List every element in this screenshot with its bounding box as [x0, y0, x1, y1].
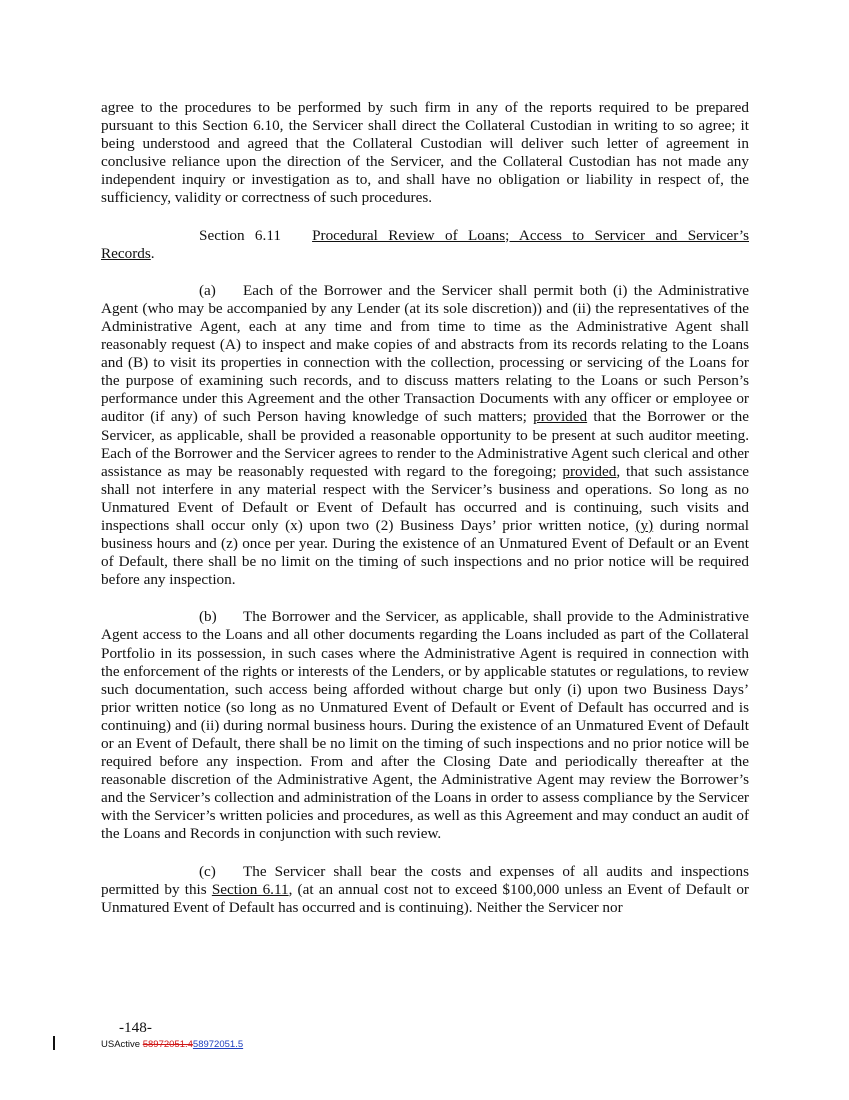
deleted-doc-id: 58972051.4 — [142, 1039, 193, 1050]
section-number: Section 6.11 — [199, 226, 281, 244]
section-reference-link: Section 6.11 — [211, 880, 289, 898]
document-id: USActive 58972051.458972051.5 — [101, 1039, 244, 1050]
document-page — [101, 99, 749, 917]
paragraph-a: (a) Each of the Borrower and the Servicer shall permit both (i) the Administrative Agent (who may be accompanied by any Lender (at its sole discretion)) and (ii) the representatives of the Administrative Agent, each at any time and from time to time as the Administrative Agent shall reasonably request (A) to inspect and make copies of and abstracts from its records relating to the Loans and (B) to visit its properties in connection with the collection, processing or servicing of the Loans for the purpose of examining such records, and to discuss matters relating to the Loans or such Person’s performance under this Agreement and the other Transaction Documents with any officer or employee or auditor (if any) of such Person having knowledge of such matters; provided that the Borrower or the Servicer, as applicable, shall be provided a reasonable opportunity to be present at such auditor meeting. Each of the Borrower and the Servicer agrees to render to the Administrative Agent such clerical and other assistance as may be reasonably requested with regard to the foregoing; provided, that such assistance shall not interfere in any material respect with the Servicer’s business and operations. So long as no Unmatured Event of Default or Event of Default has occurred and is continuing, such visits and inspections shall occur only (x) upon two (2) Business Days’ prior written notice, (y) during normal business hours and (z) once per year. During the existence of an Unmatured Event of Default or an Event of Default, there shall be no limit on the timing of such inspections and no prior notice will be required before any inspection. — [101, 281, 750, 589]
section-heading: Section 6.11 Procedural Review of Loans; Access to Servicer and Servicer’s Records. — [101, 226, 750, 262]
paragraph-b: (b) The Borrower and the Servicer, as applicable, shall provide to the Administrative Agent access to the Loans and all other documents regarding the Loans included as part of the Collateral Portfolio in its possession, in such cases where the Administrative Agent is required in connection with the enforcement of the rights or interests of the Lenders, or by applicable statutes or regulations, to review such documentation, such access being afforded without charge but only (i) upon two Business Days’ prior written notice (so long as no Unmatured Event of Default or Event of Default has occurred and is continuing) and (ii) during normal business hours. During the existence of an Unmatured Event of Default or an Event of Default, there shall be no limit on the timing of such inspections and no prior notice will be required before any inspection. From and after the Closing Date and periodically thereafter at the reasonable discretion of the Administrative Agent, the Administrative Agent may review the Borrower’s and the Servicer’s collection and administration of the Loans in order to assess compliance by the Servicer with the Servicer’s written policies and procedures, as well as this Agreement and may conduct an audit of the Loans and Records in conjunction with such review. — [101, 608, 749, 843]
paragraph-a-label: (a) — [199, 281, 216, 299]
change-bar — [53, 1036, 55, 1050]
page-number: -148- — [119, 1019, 152, 1036]
paragraph-continuation: agree to the procedures to be performed by such firm in any of the reports required to be prepared pursuant to this Section 6.10, the Servicer shall direct the Collateral Custodian in writing to so agree; it being understood and agreed that the Collateral Custodian will deliver such letter of agreement in conclusive reliance upon the direction of the Servicer, and the Collateral Custodian has not made any independent inquiry or investigation as to, and shall have no obligation or liability in respect of, the sufficiency, validity or correctness of such procedures. — [101, 99, 749, 207]
section-title: Procedural Review of Loans; Access to Servicer and Servicer’s — [312, 226, 750, 244]
paragraph-b-label: (b) — [199, 608, 217, 626]
inserted-doc-id: 58972051.5 — [192, 1039, 244, 1050]
paragraph-c-label: (c) — [199, 862, 216, 880]
section-title-cont: Records — [101, 244, 151, 262]
paragraph-c: (c) The Servicer shall bear the costs and expenses of all audits and inspections permitted by this Section 6.11, (at an annual cost not to exceed $100,000 unless an Event of Default or Unmatured Event of Default has occurred and is continuing). Neither the Servicer nor — [101, 862, 749, 916]
